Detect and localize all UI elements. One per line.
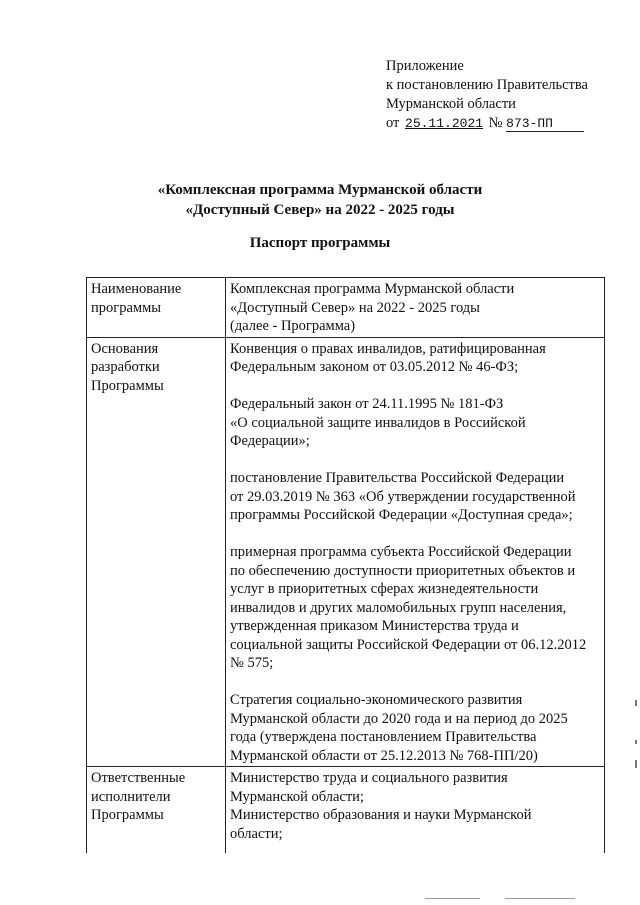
row-label-line: разработки [91, 359, 160, 375]
row-label-line: Основания [91, 340, 159, 357]
row-label-line: Ответственные [91, 770, 186, 786]
content-line: программы Российской Федерации «Доступная среда»; [230, 507, 573, 523]
content-line: Конвенция о правах инвалидов, ратифицированная [230, 340, 546, 357]
appendix-region-line: Мурманской области [386, 96, 516, 112]
content-paragraph [230, 469, 600, 525]
resolution-date: 25.11.2021 [405, 116, 484, 131]
number-prefix: № [488, 115, 503, 131]
row-label-cell [87, 278, 226, 338]
content-line: Министерство труда и социального развития [230, 770, 508, 786]
scan-bottom-line [505, 898, 575, 899]
content-line: социальной защиты Российской Федерации от 06.12.2012 [230, 636, 587, 653]
row-label-line: Программы [91, 377, 164, 394]
content-line: от 29.03.2019 № 363 «Об утверждении государственной [230, 488, 576, 505]
row-label-line: Программы [91, 807, 164, 823]
content-paragraph [230, 691, 600, 765]
content-line: Мурманской области от 25.12.2013 № 768-ПП/20) [230, 747, 538, 764]
content-line: № 575; [230, 655, 274, 671]
content-line: примерная программа субъекта Российской Федерации [230, 544, 572, 560]
content-line: утвержденная приказом Министерства труда и [230, 618, 519, 634]
scan-edge-mark [635, 760, 637, 768]
appendix-label: Приложение [386, 58, 464, 74]
program-passport-table [86, 277, 605, 853]
row-label-line: Наименование [91, 281, 182, 297]
content-paragraph [230, 769, 600, 843]
content-line: по обеспечению доступности приоритетных объектов и [230, 562, 576, 579]
content-paragraph [230, 340, 600, 377]
scan-edge-mark [635, 740, 637, 744]
content-line: Федеральный закон от 24.11.1995 № 181-ФЗ [230, 396, 504, 412]
passport-heading: Паспорт программы [249, 235, 391, 251]
title-line-2: «Доступный Север» на 2022 - 2025 годы [185, 202, 455, 218]
content-line: постановление Правительства Российской Федерации [230, 470, 565, 486]
content-paragraph [230, 395, 600, 451]
content-paragraph [230, 280, 600, 336]
appendix-resolution-line: к постановлению Правительства [386, 77, 588, 93]
scan-bottom-line [425, 898, 480, 899]
content-line: услуг в приоритетных сферах жизнедеятельности [230, 581, 539, 597]
row-content-cell [226, 767, 605, 854]
content-paragraph [230, 543, 600, 673]
content-line: Мурманской области до 2020 года и на период до 2025 [230, 710, 568, 727]
content-line: года (утверждена постановлением Правительства [230, 729, 537, 745]
appendix-header [386, 57, 588, 133]
row-label-cell [87, 767, 226, 854]
row-label-cell [87, 337, 226, 767]
content-line: Комплексная программа Мурманской области [230, 281, 515, 297]
title-line-1: «Комплексная программа Мурманской области [157, 182, 483, 198]
content-line: Федерации»; [230, 433, 310, 449]
row-content-cell [226, 278, 605, 338]
table-row [87, 278, 605, 338]
date-prefix: от [386, 115, 400, 131]
content-line: Министерство образования и науки Мурманской [230, 807, 532, 823]
content-line: области; [230, 825, 283, 842]
content-line: (далее - Программа) [230, 318, 356, 334]
content-line: инвалидов и других маломобильных групп населения, [230, 599, 567, 616]
row-content-cell [226, 337, 605, 767]
table-row [87, 767, 605, 854]
row-label-line: программы [91, 299, 161, 316]
table-row [87, 337, 605, 767]
appendix-date-line [386, 114, 588, 133]
content-line: Мурманской области; [230, 788, 364, 805]
content-line: «О социальной защите инвалидов в Российской [230, 414, 526, 431]
content-line: Федеральным законом от 03.05.2012 № 46-ФЗ; [230, 359, 519, 375]
content-line: Стратегия социально-экономического развития [230, 692, 523, 708]
row-label-line: исполнители [91, 788, 171, 805]
content-line: «Доступный Север» на 2022 - 2025 годы [230, 299, 480, 316]
document-title [0, 180, 640, 220]
resolution-number: 873-ПП [506, 117, 584, 132]
scan-edge-mark [635, 700, 637, 706]
